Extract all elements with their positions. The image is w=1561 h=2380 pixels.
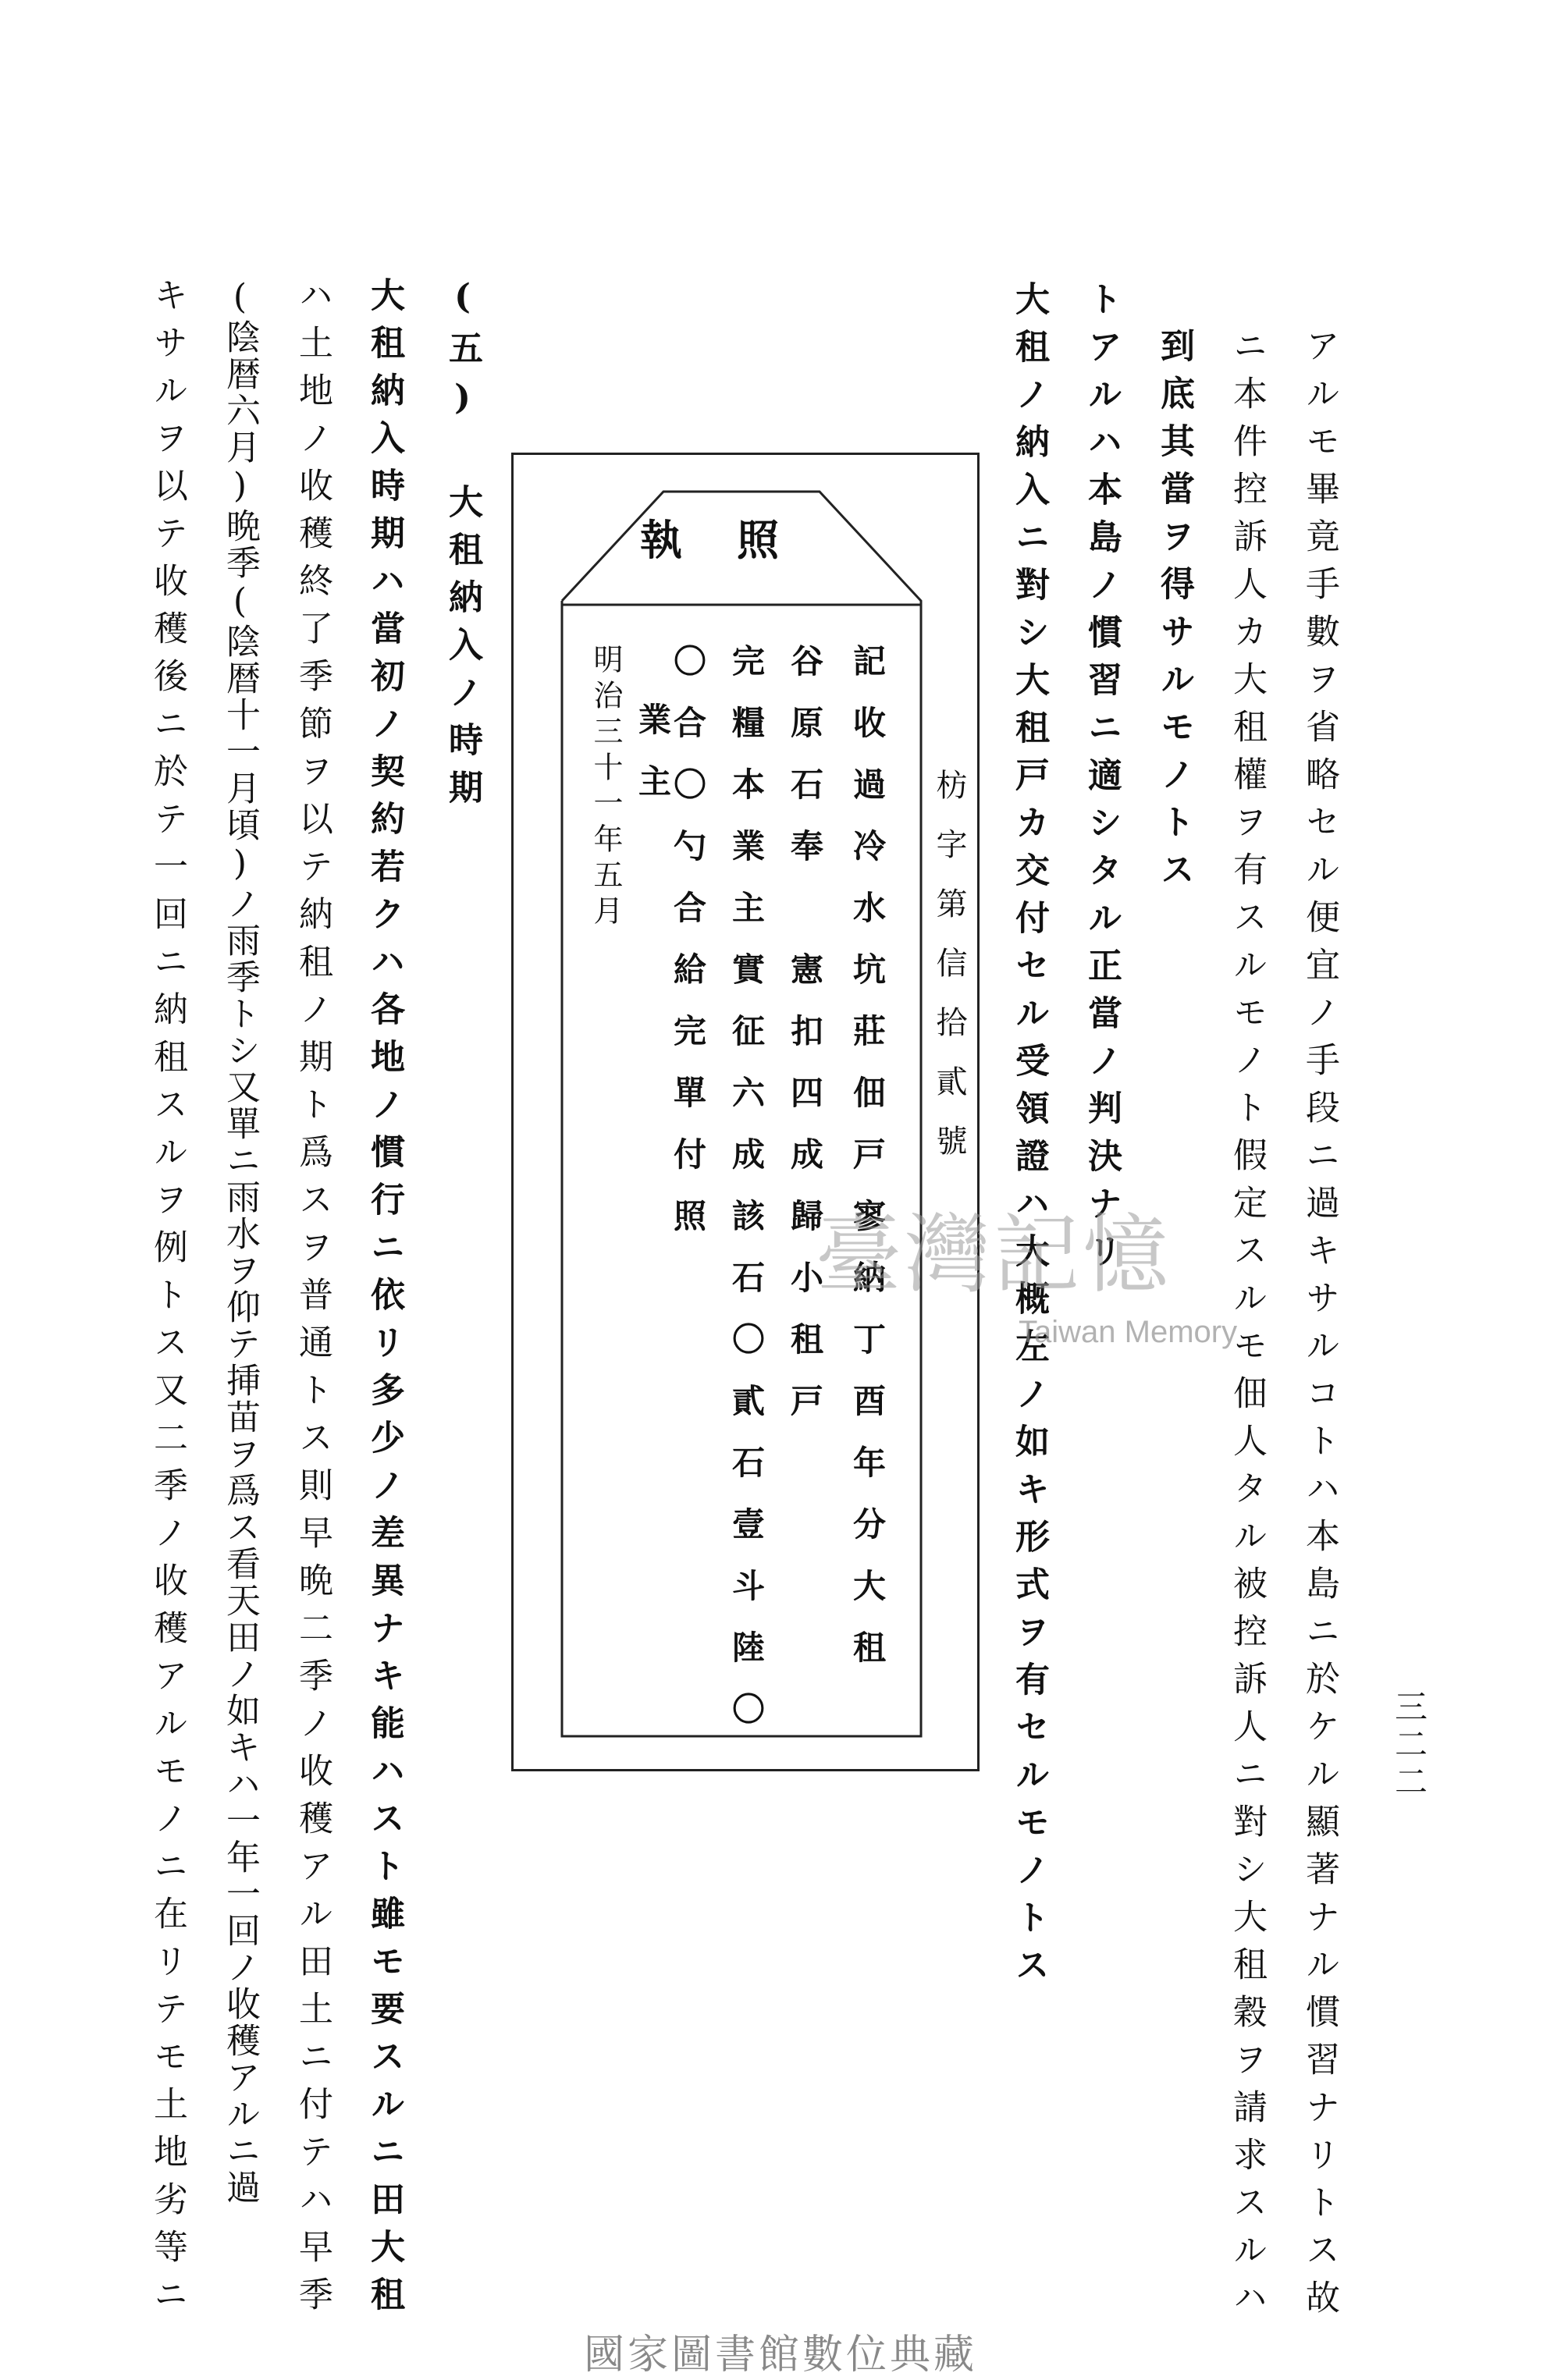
receipt-serial: 枋字第信拾貳號: [931, 769, 967, 1184]
receipt-line-4: 〇合〇勺合給完單付照: [669, 644, 707, 1260]
body-column-2: ニ本件控訴人カ大租權ヲ有スルモノト假定スルモ佃人タル被控訴人ニ對シ大租穀ヲ請求スルハ: [1227, 328, 1267, 2327]
receipt-line-3: 完糧本業主實征六成該石〇貳石壹斗陸〇: [727, 644, 766, 1753]
page-number: 三二二: [1390, 1689, 1428, 1802]
section-heading: (五) 大租納入ノ時期: [443, 277, 482, 817]
footer-caption: 國家圖書館數位典藏: [583, 2332, 977, 2378]
section-column-2: ハ土地ノ收穫終了季節ヲ以テ納租ノ期ト爲スヲ普通トス則早晩二季ノ收穫アル田土ニ付テハ早季: [293, 277, 332, 2324]
section-column-1: 大租納入時期ハ當初ノ契約若クハ各地ノ慣行ニ依リ多少ノ差異ナキ能ハスト雖モ要スルニ田大租: [364, 277, 404, 2324]
section-column-3: (陰暦六月)晩季(陰暦十一月頃)ノ雨季トシ又單ニ雨水ヲ仰テ挿苗ヲ爲ス看天田ノ如キハ一年一回ノ收穫アルニ過: [220, 277, 260, 2206]
body-column-4: トアルハ本島ノ慣習ニ適シタル正當ノ判決ナリ: [1082, 281, 1122, 1281]
watermark-logo: 臺灣記憶: [816, 1205, 1172, 1305]
receipt-title: 執照: [640, 515, 834, 565]
watermark-text: Taiwan Memory: [1019, 1315, 1238, 1349]
receipt-owner: 業主: [634, 702, 672, 826]
body-column-1: アルモ畢竟手數ヲ省略セル便宜ノ手段ニ過キサルコトハ本島ニ於ケル顯著ナル慣習ナリトス故: [1300, 328, 1339, 2327]
section-column-4: キサルヲ以テ收穫後ニ於テ一回ニ納租スルヲ例トス又二季ノ收穫アルモノニ在リテモ土地劣等ニ: [148, 277, 187, 2324]
body-column-5: 大租ノ納入ニ對シ大租戸カ交付セル受領證ハ大概左ノ如キ形式ヲ有セルモノトス: [1009, 281, 1049, 1995]
receipt-line-1: 記收過冷水坑莊佃戸寥納丁酉年分大租: [848, 644, 887, 1692]
receipt-date: 明治三十一年五月: [588, 644, 623, 931]
body-column-3: 到底其當ヲ得サルモノトス: [1154, 328, 1194, 899]
receipt-line-2: 谷原石奉 憲扣四成歸小租戸: [786, 644, 824, 1445]
